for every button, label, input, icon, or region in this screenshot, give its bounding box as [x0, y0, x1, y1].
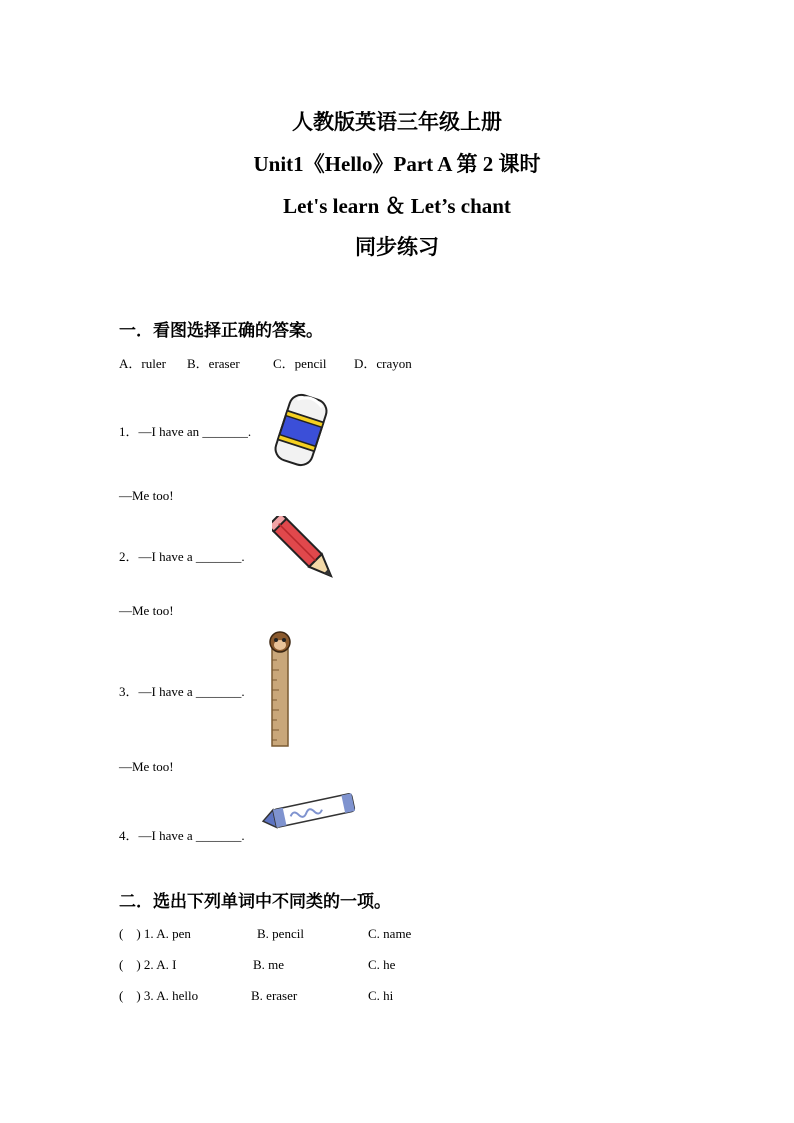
option-b: B．eraser	[187, 356, 240, 371]
q2-row-3-choice-c: C. hi	[368, 988, 394, 1003]
worksheet-subtitle: Unit1《Hello》Part A 第 2 课时	[253, 152, 541, 176]
q2-row-2-choice-c: C. he	[368, 957, 396, 972]
q2-row-1-choice-a: ( ) 1. A. pen	[119, 926, 191, 941]
eraser-icon	[270, 388, 332, 472]
question-3-prompt: 3．—I have a _______.	[119, 684, 245, 699]
section2-heading: 二．选出下列单词中不同类的一项。	[119, 892, 391, 911]
exercise-title: 同步练习	[355, 235, 439, 259]
question-1-prompt: 1．—I have an _______.	[119, 424, 252, 439]
option-d: D．crayon	[354, 356, 412, 371]
section1-heading: 一．看图选择正确的答案。	[119, 321, 323, 340]
pencil-icon	[272, 516, 342, 588]
q2-row-2-choice-b: B. me	[253, 957, 285, 972]
lesson-title: Let's learn ＆ Let’s chant	[283, 194, 511, 218]
question-2-reply: —Me too!	[119, 603, 174, 618]
option-a: A．ruler	[119, 356, 166, 371]
q2-row-1-choice-b: B. pencil	[257, 926, 304, 941]
question-4-prompt: 4．—I have a _______.	[119, 828, 245, 843]
question-1-reply: —Me too!	[119, 488, 174, 503]
ruler-icon	[265, 630, 295, 748]
q2-row-1-choice-c: C. name	[368, 926, 412, 941]
crayon-icon	[258, 788, 364, 834]
question-2-prompt: 2．—I have a _______.	[119, 549, 245, 564]
q2-row-3-choice-b: B. eraser	[251, 988, 298, 1003]
q2-row-3-choice-a: ( ) 3. A. hello	[119, 988, 199, 1003]
q2-row-2-choice-a: ( ) 2. A. I	[119, 957, 177, 972]
option-c: C．pencil	[273, 356, 327, 371]
worksheet-title: 人教版英语三年级上册	[292, 110, 502, 134]
question-3-reply: —Me too!	[119, 759, 174, 774]
